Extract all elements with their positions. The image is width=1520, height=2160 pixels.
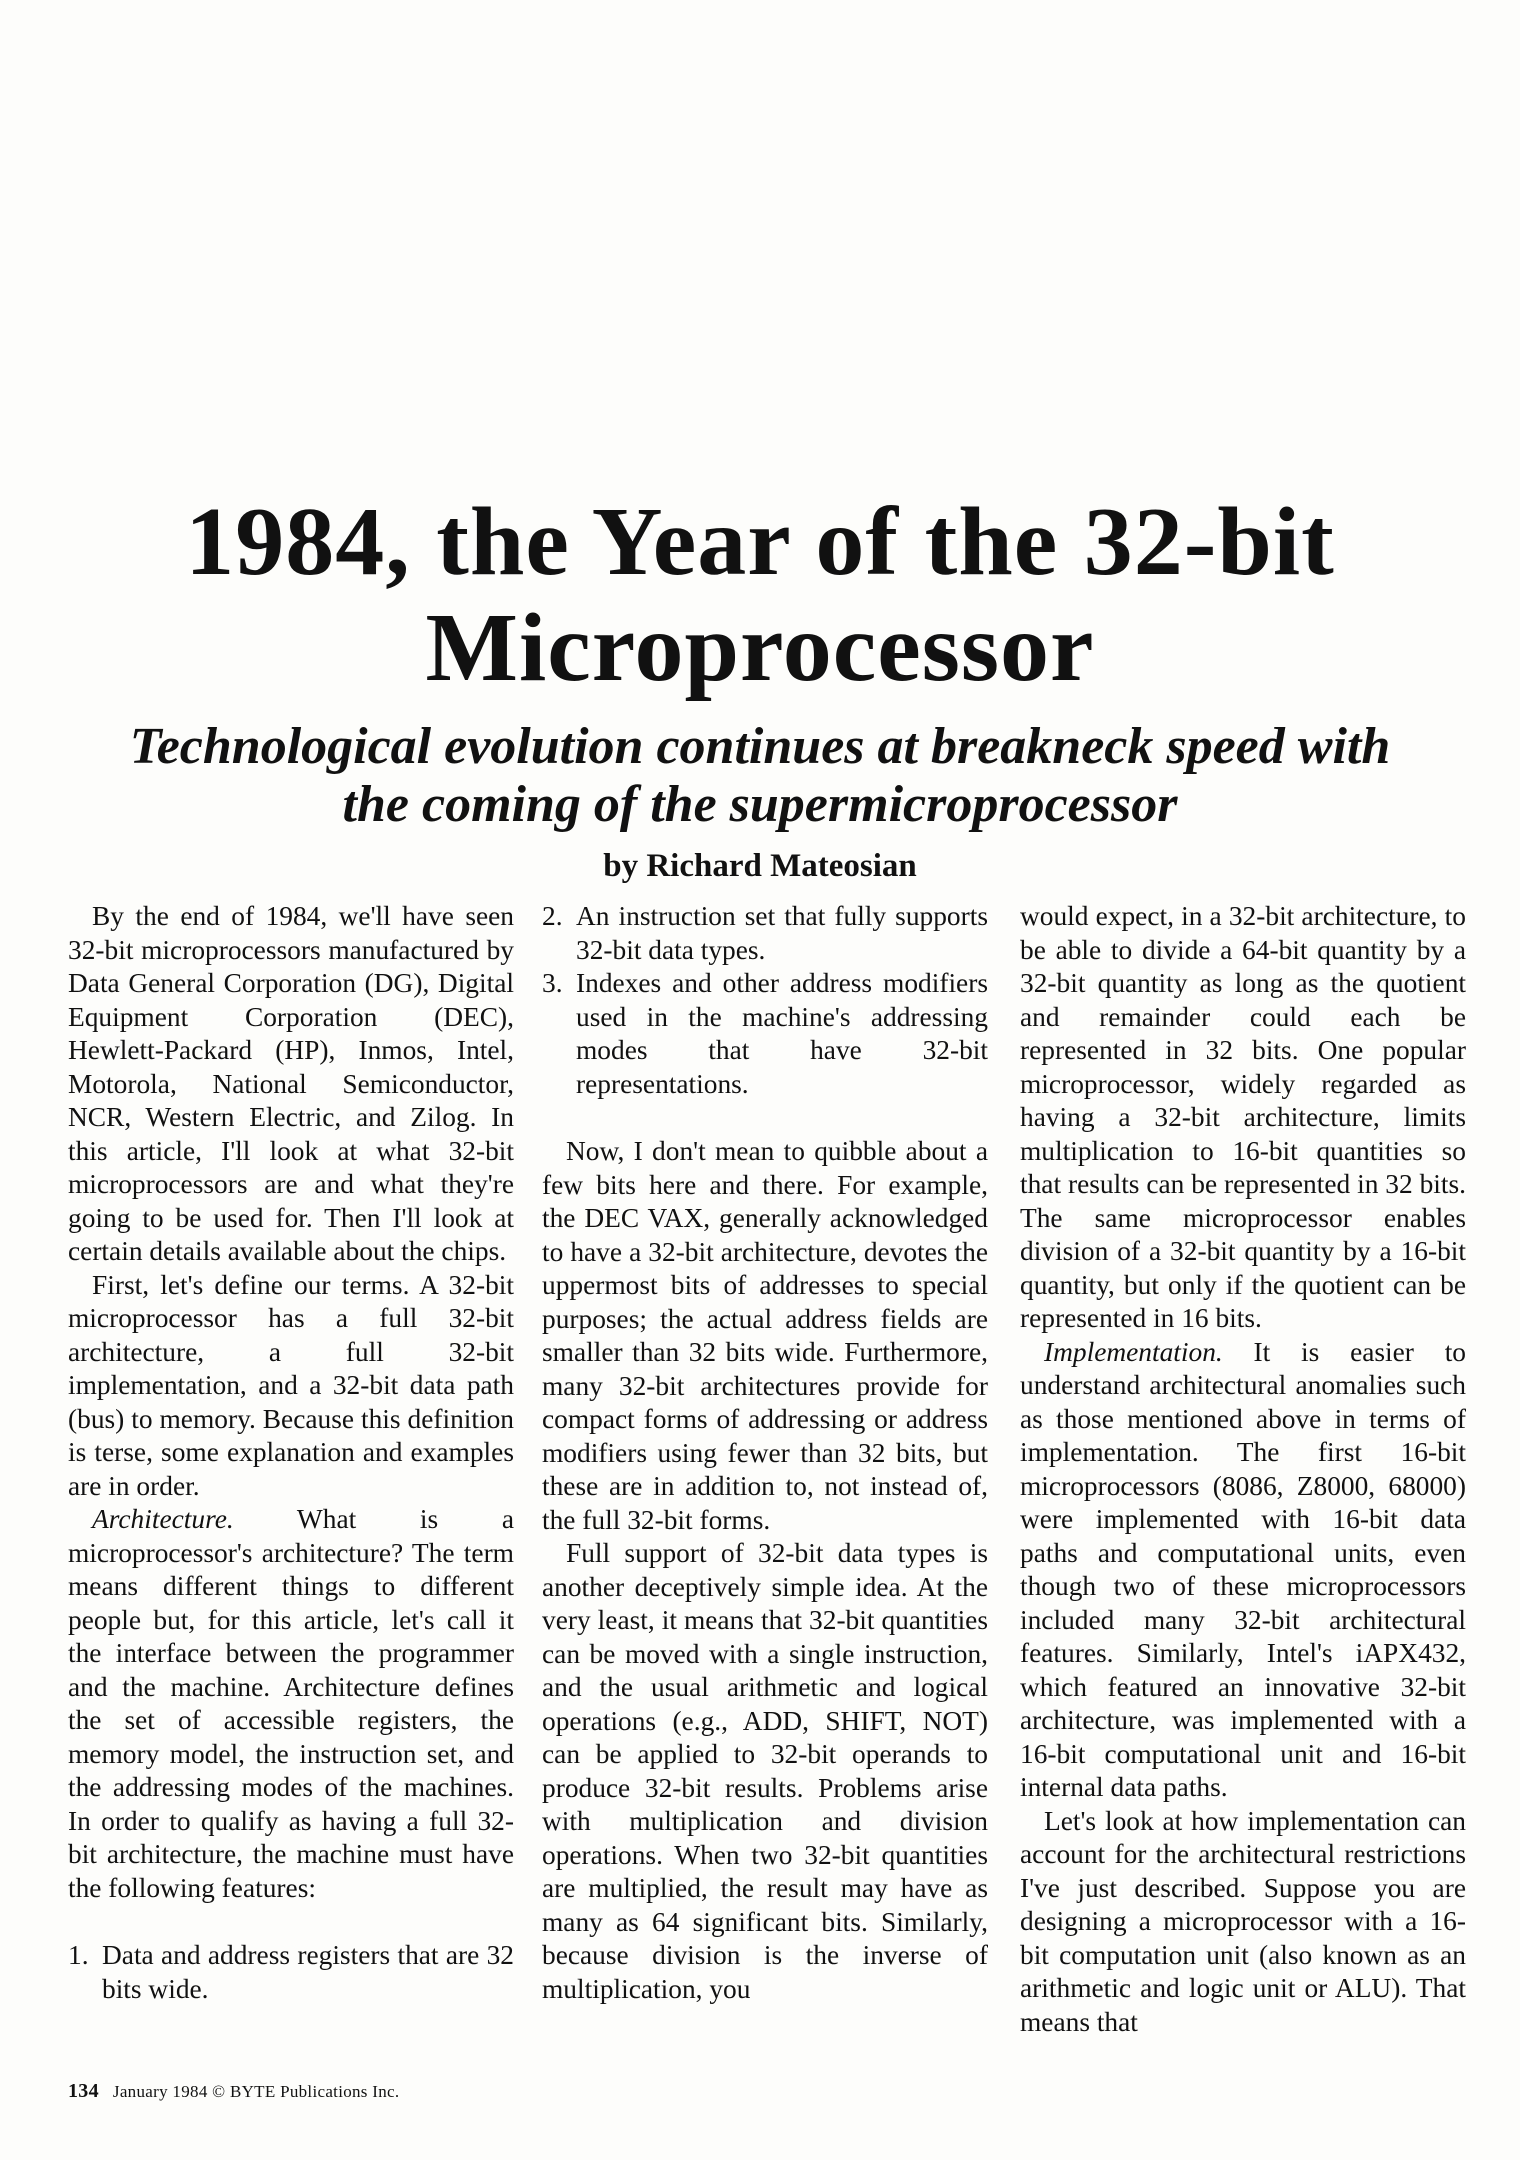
list-item <box>542 900 988 967</box>
column-1 <box>68 900 514 2006</box>
feature-list <box>68 1939 514 2006</box>
paragraph: First, let's define our terms. A 32-bit microprocessor has a full 32-bit architecture, a full 32-bit implementation, and a 32-bit data path (bus) to memory. Because this definition is terse, some explanation and examples are in order. <box>68 1269 514 1501</box>
paragraph: would expect, in a 32-bit architecture, to be able to divide a 64-bit quantity by a 32-bit quantity as long as the quotient and remainder could each be represented in 32 bits. One popular microprocessor, widely regarded as having a 32-bit architecture, limits multiplication to 16-bit quantities so that results can be represented in 32 bits. The same microprocessor enables division of a 32-bit quantity by a 16-bit quantity, but only if the quotient can be represented in 16 bits. <box>1020 901 1466 1333</box>
list-text: Indexes and other address modifiers used in the machine's addressing modes that have 32-bit representations. <box>576 968 988 1099</box>
footer-credit: January 1984 © BYTE Publications Inc. <box>112 2082 400 2101</box>
article-subtitle: Technological evolution continues at breakneck speed with the coming of the supermicroprocessor <box>129 718 1391 834</box>
paragraph-body: It is easier to understand architectural anomalies such as those mentioned above in terms of implementation. The first 16-bit microprocessors (8086, Z8000, 68000) were implemented with 16-bit data paths and computational units, even though two of these microprocessors included many 32-bit architectural features. Similarly, Intel's iAPX432, which featured an innovative 32-bit architecture, was implemented with a 16-bit computational unit and 16-bit internal data paths. <box>1020 1336 1466 1802</box>
paragraph-body: What is a microprocessor's architecture? The term means different things to different people but, for this article, let's call it the interface between the programmer and the machine. Architecture defines the set of accessible registers, the memory model, the instruction set, and the addressing modes of the machines. In order to qualify as having a full 32-bit architecture, the machine must have the following features: <box>68 1504 514 1903</box>
page-number: 134 <box>68 2080 99 2102</box>
column-2 <box>542 900 988 2006</box>
section-lead: Architecture. <box>92 1504 234 1534</box>
section-lead: Implementation. <box>1044 1336 1223 1367</box>
article-title: 1984, the Year of the 32-bit Microprocessor <box>185 488 1335 702</box>
list-item <box>68 1939 514 2006</box>
list-text: An instruction set that fully supports 32-bit data types. <box>576 901 988 965</box>
paragraph <box>68 1503 514 1905</box>
list-number: 1. <box>68 1940 89 1970</box>
paragraph: By the end of 1984, we'll have seen 32-bit microprocessors manufactured by Data General Corporation (DG), Digital Equipment Corporation (DEC), Hewlett-Packard (HP), Inmos, Intel, Motorola, National Semiconductor, NCR, Western Electric, and Zilog. In this article, I'll look at what 32-bit microprocessors are and what they're going to be used for. Then I'll look at certain details available about the chips. <box>68 901 514 1266</box>
feature-list <box>542 900 988 1101</box>
column-3 <box>1020 900 1466 2039</box>
paragraph: Let's look at how implementation can account for the architectural restrictions I've just described. Suppose you are designing a microprocessor with a 16-bit computation unit (also known as an arithmetic and logic unit or ALU). That means that <box>1020 1805 1466 2037</box>
page-footer <box>68 2080 399 2103</box>
list-number: 3. <box>542 968 563 998</box>
list-number: 2. <box>542 901 563 931</box>
paragraph <box>1020 1336 1466 1805</box>
list-text: Data and address registers that are 32 bits wide. <box>102 1940 514 2004</box>
paragraph: Now, I don't mean to quibble about a few bits here and there. For example, the DEC VAX, generally acknowledged to have a 32-bit architecture, devotes the uppermost bits of addresses to special purposes; the actual address fields are smaller than 32 bits wide. Furthermore, many 32-bit architectures provide for compact forms of addressing or address modifiers using fewer than 32 bits, but these are in addition to, not instead of, the full 32-bit forms. <box>542 1136 988 1535</box>
paragraph: Full support of 32-bit data types is another deceptively simple idea. At the very least, it means that 32-bit quantities can be moved with a single instruction, and the usual arithmetic and logical operations (e.g., ADD, SHIFT, NOT) can be applied to 32-bit operands to produce 32-bit results. Problems arise with multiplication and division operations. When two 32-bit quantities are multiplied, the result may have as many as 64 significant bits. Similarly, because division is the inverse of multiplication, you <box>542 1538 988 2004</box>
byline: by Richard Mateosian <box>603 848 917 884</box>
list-item <box>542 967 988 1101</box>
